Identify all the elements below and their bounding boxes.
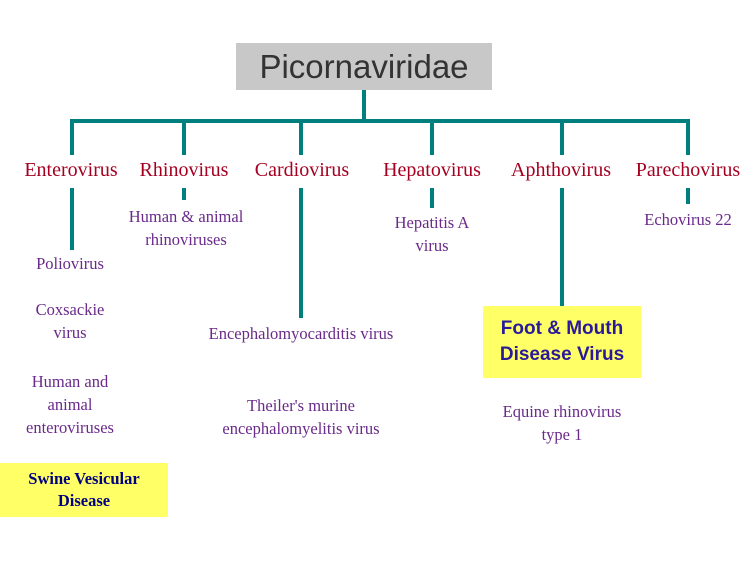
member-hepatitis-a-virus: Hepatitis A virus (394, 213, 470, 255)
genus-rhinovirus: Rhinovirus (139, 159, 229, 181)
fmd-highlight-box (483, 306, 641, 378)
genus-parechovirus: Parechovirus (635, 159, 741, 181)
drop-hepatovirus (430, 119, 434, 155)
genus-hepatovirus: Hepatovirus (383, 159, 481, 181)
aphthovirus-member-line (560, 188, 564, 306)
member-coxsackie-virus: Coxsackie virus (35, 300, 105, 342)
genus-enterovirus: Enterovirus (24, 159, 118, 181)
member-human-animal-rhinoviruses: Human & animal rhinoviruses (128, 207, 244, 249)
genus-cardiovirus: Cardiovirus (254, 159, 350, 181)
drop-cardiovirus (299, 119, 303, 155)
parechovirus-member-line (686, 188, 690, 204)
genus-aphthovirus: Aphthovirus (511, 159, 611, 181)
member-echovirus-22: Echovirus 22 (644, 210, 732, 229)
drop-parechovirus (686, 119, 690, 155)
member-encephalomyocarditis-virus: Encephalomyocarditis virus (208, 324, 394, 343)
enterovirus-member-line (70, 188, 74, 250)
root-label: Picornaviridae (259, 47, 469, 85)
member-foot-mouth-disease-virus: Foot & Mouth Disease Virus (499, 318, 625, 365)
horizontal-bar (70, 119, 690, 123)
member-theilers-murine-encephalomyelitis-virus: Theiler's murine encephalomyelitis virus (222, 396, 380, 438)
drop-aphthovirus (560, 119, 564, 155)
swine-vesicular-disease-label: Swine Vesicular Disease (28, 469, 140, 510)
member-equine-rhinovirus-type-1: Equine rhinovirus type 1 (502, 402, 622, 444)
hepatovirus-member-line (430, 188, 434, 208)
root-stem (362, 90, 366, 122)
member-poliovirus: Poliovirus (36, 254, 104, 273)
swine-vesicular-highlight-box (0, 463, 168, 517)
root-node (236, 43, 492, 90)
rhinovirus-member-line (182, 188, 186, 200)
member-human-animal-enteroviruses: Human and animal enteroviruses (26, 372, 114, 437)
drop-rhinovirus (182, 119, 186, 155)
cardiovirus-member-line (299, 188, 303, 318)
drop-enterovirus (70, 119, 74, 155)
